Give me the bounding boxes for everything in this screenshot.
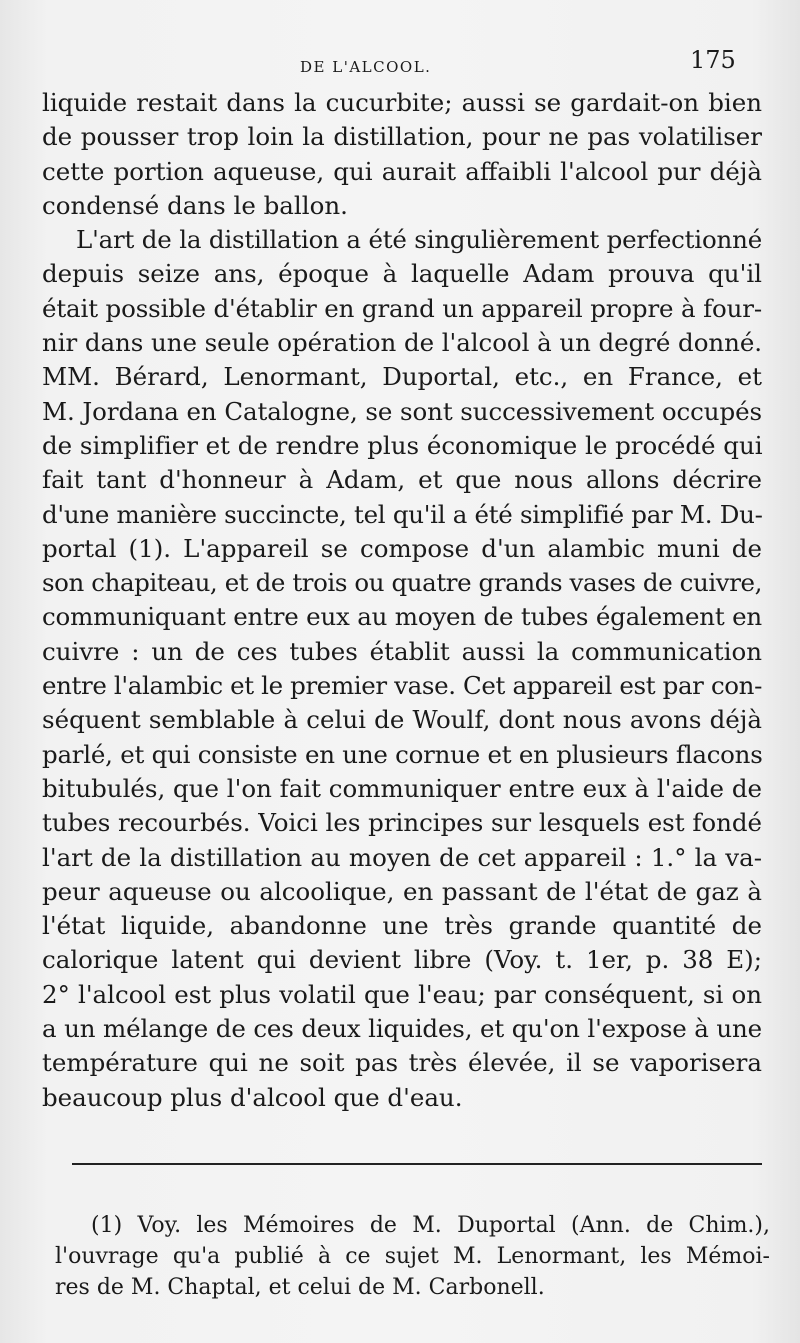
text-line: communiquant entre eux au moyen de tubes également en xyxy=(42,602,762,632)
text-line: beaucoup plus d'alcool que d'eau. xyxy=(42,1082,463,1112)
text-line: séquent semblable à celui de Woulf, dont nous avons déjà xyxy=(42,705,762,735)
text-line: peur aqueuse ou alcoolique, en passant de l'état de gaz à xyxy=(42,876,762,906)
text-line: l'art de la distillation au moyen de cet appareil : 1.° la va- xyxy=(42,842,762,872)
text-line: 2° l'alcool est plus volatil que l'eau; par conséquent, si on xyxy=(42,979,762,1009)
text-line: d'une manière succincte, tel qu'il a été simplifié par M. Du- xyxy=(42,499,763,529)
page-header xyxy=(0,44,800,84)
footnote-line: (1) Voy. les Mémoires de M. Duportal (Ann. de Chim.), xyxy=(91,1213,770,1238)
text-line: de simplifier et de rendre plus économique le procédé qui xyxy=(42,430,763,460)
text-line: a un mélange de ces deux liquides, et qu'on l'expose à une xyxy=(42,1014,762,1044)
footnote-line: res de M. Chaptal, et celui de M. Carbonell. xyxy=(55,1275,545,1300)
text-line: température qui ne soit pas très élevée, il se vaporisera xyxy=(42,1048,762,1078)
text-line: de pousser trop loin la distillation, pour ne pas volatiliser xyxy=(42,122,762,152)
text-line: était possible d'établir en grand un appareil propre à four- xyxy=(42,293,762,323)
text-line: l'état liquide, abandonne une très grande quantité de xyxy=(42,911,762,941)
footnotes xyxy=(55,1210,770,1303)
footnote-line: l'ouvrage qu'a publié à ce sujet M. Lenormant, les Mémoi- xyxy=(55,1244,770,1269)
text-line: cuivre : un de ces tubes établit aussi la communication xyxy=(42,636,762,666)
running-head: DE L'ALCOOL. xyxy=(300,58,432,76)
page-number: 175 xyxy=(690,46,736,74)
text-line: L'art de la distillation a été singulièrement perfectionné xyxy=(76,225,762,255)
text-line: portal (1). L'appareil se compose d'un alambic muni de xyxy=(42,533,762,563)
text-line: tubes recourbés. Voici les principes sur lesquels est fondé xyxy=(42,808,762,838)
text-line: calorique latent qui devient libre (Voy. t. 1er, p. 38 E); xyxy=(42,945,762,975)
text-line: condensé dans le ballon. xyxy=(42,190,348,220)
text-line: liquide restait dans la cucurbite; aussi se gardait-on bien xyxy=(42,88,762,117)
text-line: cette portion aqueuse, qui aurait affaibli l'alcool pur déjà xyxy=(42,156,762,186)
text-line: nir dans une seule opération de l'alcool à un degré donné. xyxy=(42,328,762,358)
text-line: parlé, et qui consiste en une cornue et en plusieurs flacons xyxy=(42,739,763,769)
text-line: MM. Bérard, Lenormant, Duportal, etc., en France, et xyxy=(42,362,762,392)
text-line: M. Jordana en Catalogne, se sont successivement occupés xyxy=(42,396,762,426)
text-line: depuis seize ans, époque à laquelle Adam prouva qu'il xyxy=(42,259,762,289)
footnote-divider xyxy=(72,1163,762,1165)
text-line: bitubulés, que l'on fait communiquer entre eux à l'aide de xyxy=(42,773,762,803)
body-text xyxy=(42,86,762,1115)
text-line: entre l'alambic et le premier vase. Cet appareil est par con- xyxy=(42,671,762,701)
text-line: fait tant d'honneur à Adam, et que nous allons décrire xyxy=(42,465,762,495)
text-line: son chapiteau, et de trois ou quatre grands vases de cuivre, xyxy=(42,568,762,598)
